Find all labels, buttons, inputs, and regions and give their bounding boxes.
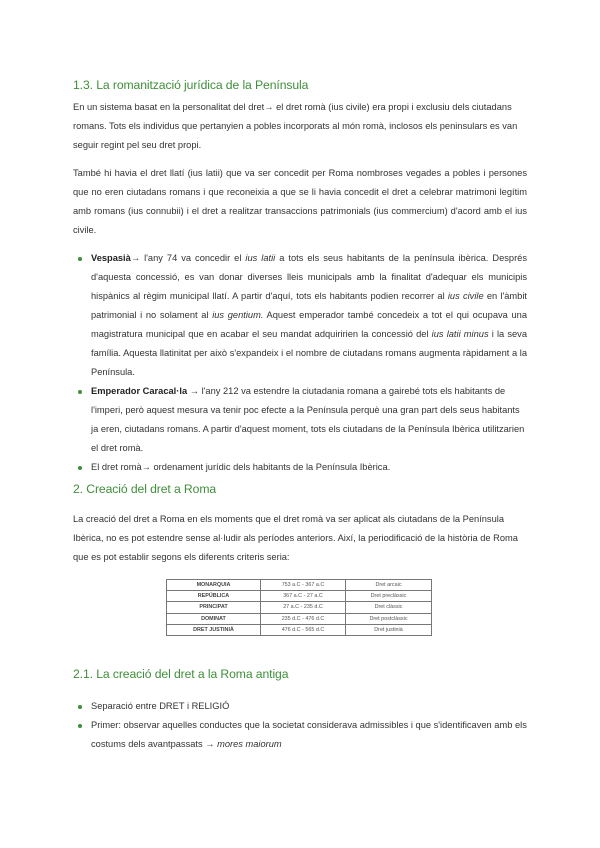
paragraph-dret-llati: També hi havia el dret llatí (ius latii) que va ser concedit per Roma nombroses vegades a pobles i persones que no eren ciutadans romans i que reconeixia a que se li havia concedit el dret a celebrar matrimoni legítim amb romans (ius connubii) i el dret a realitzar transaccions patrimonials (ius commercium) d'acord amb el ius civile. (73, 168, 527, 235)
table-cell-dates: 235 d.C - 476 d.C (260, 613, 345, 624)
table-cell-period: MONARQUIA (167, 580, 261, 591)
table-cell-law: Dret clàssic (345, 602, 431, 613)
table-row (167, 591, 432, 602)
text-span: en l'àmbit patrimonial i no solament al (91, 291, 527, 320)
table-cell-law: Dret preclàssic (345, 591, 431, 602)
italic-term: mores maiorum (217, 739, 282, 749)
bullet-icon (78, 390, 82, 394)
paragraph-personalitat: En un sistema basat en la personalitat del dret→ el dret romà (ius civile) era propi i exclusiu dels ciutadans romans. Tots els individus que pertanyien a pobles incorporats al món romà, inclosos els peninsulars es van seguir regint pel seu dret propi. (73, 102, 518, 150)
italic-term: ius civile (447, 291, 484, 301)
bold-term: Vespasià (91, 253, 131, 263)
bullet-icon (78, 466, 82, 470)
bold-term: Emperador Caracal·la (91, 386, 188, 396)
table-cell-period: DRET JUSTINIÀ (167, 624, 261, 635)
list-item-mores-maiorum (91, 716, 527, 754)
table-cell-dates: 367 a.C - 27 a.C (260, 591, 345, 602)
text-span: i la seva família. Aquesta llatinitat per això s'expandeix i el nombre de ciutadans romans augmenta ràpidament a la Península. (91, 329, 527, 377)
text-span: Aquest emperador també concedeix a tot el qui ocupava una magistratura municipal que en acabar el seu mandat adquiririen la concessió del (91, 310, 527, 339)
bullet-list-roma-antiga (91, 697, 527, 754)
table-cell-law: Dret arcaic (345, 580, 431, 591)
section-heading-2: 2. Creació del dret a Roma (73, 482, 217, 496)
paragraph-creacio-dret: La creació del dret a Roma en els moments que el dret romà va ser aplicat als ciutadans de la Península Ibèrica, no es pot estendre sense al·ludir als períodes anteriors. Així, la periodificació de la història de Roma que es pot establir segons els diferents criteris seria: (73, 514, 518, 562)
list-item-vespasia (91, 249, 527, 382)
text-span: → l'any 74 va concedir el (130, 253, 246, 263)
bullet-icon (78, 724, 82, 728)
italic-term: ius latii (245, 253, 276, 263)
list-item-caracalla (91, 382, 527, 458)
text-span: Separació entre DRET i RELIGIÓ (91, 701, 230, 711)
table-row (167, 580, 432, 591)
periods-table (166, 579, 432, 636)
bullet-icon (78, 705, 82, 709)
section-heading-1-3: 1.3. La romanització jurídica de la Península (73, 78, 309, 92)
table-cell-period: PRINCIPAT (167, 602, 261, 613)
text-span: a tots els seus habitants de la península ibèrica. Després d'aquesta concessió, es van donar diverses lleis municipals amb la finalitat d'adequar els municipis hispànics al règim municipal llatí. A partir d'aquí, tots els habitants podien recorrer al (91, 253, 527, 301)
table-cell-dates: 27 a.C - 235 d.C (260, 602, 345, 613)
table-row (167, 624, 432, 635)
table-cell-period: DOMINAT (167, 613, 261, 624)
section-heading-2-1: 2.1. La creació del dret a la Roma antiga (73, 667, 289, 681)
text-span: → l'any 212 va estendre la ciutadania romana a gairebé tots els habitants de l'imperi, però aquest mesura va tenir poc efecte a la Península perquè una gran part dels seus habitants ja eren, ciutadans romans. A partir d'aquest moment, tots els ciutadans de la Península Ibèrica utilitzarien el dret romà. (91, 386, 525, 453)
text-span: El dret romà→ ordenament jurídic dels habitants de la Península Ibèrica. (91, 462, 391, 472)
table-cell-dates: 476 d.C - 565 d.C (260, 624, 345, 635)
italic-term: ius latii minus (431, 329, 489, 339)
text-span: Primer: observar aquelles conductes que la societat considerava admissibles i que s'identificaven amb els costums dels avantpassats → (91, 720, 527, 749)
list-item-dret-roma (91, 458, 527, 477)
italic-term: ius gentium. (212, 310, 264, 320)
bullet-icon (78, 257, 82, 261)
table-row (167, 602, 432, 613)
bullet-list-romanitzacio (91, 249, 527, 477)
table-cell-law: Dret justinià (345, 624, 431, 635)
table-cell-law: Dret postclàssic (345, 613, 431, 624)
table-cell-dates: 753 a.C - 367 a.C (260, 580, 345, 591)
list-item-separacio (91, 697, 527, 716)
table-row (167, 613, 432, 624)
table-cell-period: REPÚBLICA (167, 591, 261, 602)
